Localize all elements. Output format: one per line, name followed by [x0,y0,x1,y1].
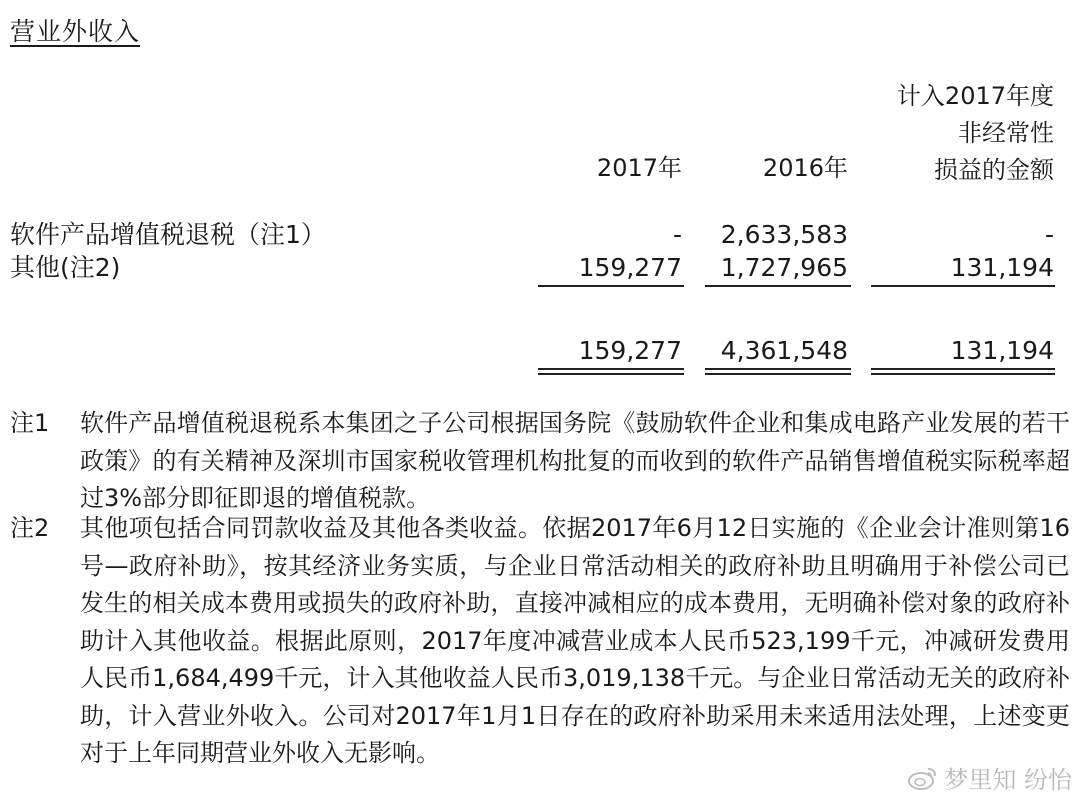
subtotal-rule-nonrecurring [871,285,1055,287]
cell-vat-refund-2016: 2,633,583 [720,220,848,249]
note-1-text: 软件产品增值税退税系本集团之子公司根据国务院《鼓励软件企业和集成电路产业发展的若干政策》的有关精神及深圳市国家税收管理机构批复的而收到的软件产品销售增值税实际税率超过3%部分即征即退的增值税款。 [80,409,1070,512]
page-title: 营业外收入 [10,17,141,46]
cell-vat-refund-2017: - [672,220,682,249]
total-double-rule-2017 [538,368,684,375]
total-double-rule-nonrecurring [871,368,1055,375]
cell-other-2016: 1,727,965 [720,253,848,282]
column-header-2017 [597,150,682,187]
subtotal-rule-2017 [538,285,684,287]
note-2-text: 其他项包括合同罚款收益及其他各类收益。依据2017年6月12日实施的《企业会计准则第16号—政府补助》，按其经济业务实质，与企业日常活动相关的政府补助且明确用于补偿公司已发生的相关成本费用或损失的政府补助，直接冲减相应的成本费用，无明确补偿对象的政府补助计入其他收益。根据此原则，2017年度冲减营业成本人民币523,199千元，冲减研发费用人民币1,684,499千元，计入其他收益人民币3,019,138千元。与企业日常活动无关的政府补助，计入营业外收入。公司对2017年1月1日存在的政府补助采用未来适用法处理，上述变更对于上年同期营业外收入无影响。 [80,514,1070,767]
watermark [908,760,1072,795]
total-2017: 159,277 [578,336,682,365]
note-2-label: 注2 [10,514,50,542]
row-label-vat-refund: 软件产品增值税退税（注1） [10,220,326,249]
weibo-icon [908,766,938,790]
note-1-label: 注1 [10,409,50,437]
subtotal-rule-2016 [705,285,851,287]
column-header-2016 [763,150,848,187]
watermark-text: 梦里知 纷怡 [944,766,1072,794]
total-nonrecurring: 131,194 [950,336,1054,365]
row-label-other: 其他(注2) [10,253,121,282]
cell-vat-refund-nonrecurring: - [1044,220,1054,249]
cell-other-2017: 159,277 [578,253,682,282]
column-header-2017-label: 2017年 [596,154,682,182]
column-header-nonrecurring [897,78,1054,189]
total-double-rule-2016 [705,368,851,375]
column-header-nonrecurring-line1: 计入2017年度 [896,82,1054,110]
cell-other-nonrecurring: 131,194 [950,253,1054,282]
column-header-2016-label: 2016年 [762,154,848,182]
column-header-nonrecurring-line3: 损益的金额 [934,156,1054,184]
total-2016: 4,361,548 [720,336,848,365]
column-header-nonrecurring-line2: 非经常性 [958,119,1054,147]
